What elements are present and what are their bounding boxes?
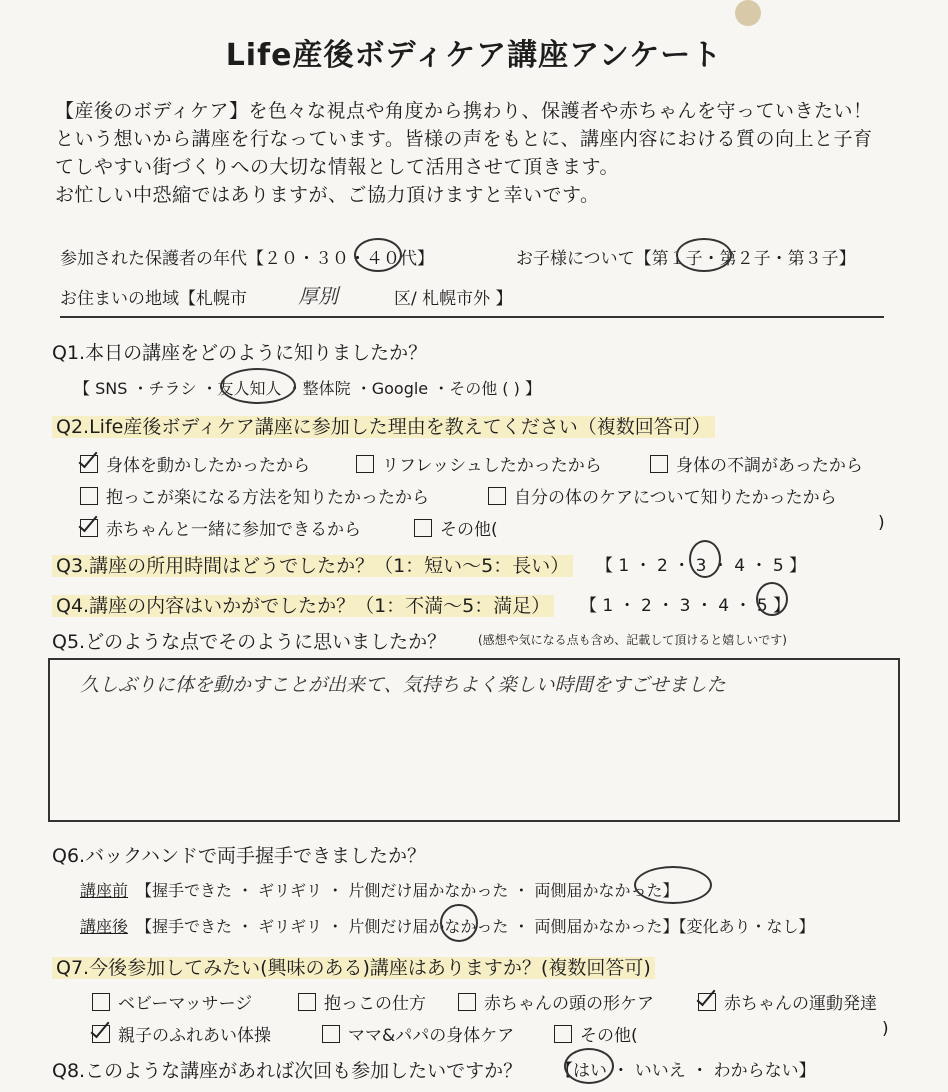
- checkbox[interactable]: [322, 1025, 340, 1043]
- q6-before-label: 講座前: [80, 881, 129, 900]
- q7-option: 赤ちゃんの頭の形ケア: [458, 989, 654, 1014]
- q2-option: その他(: [414, 515, 498, 540]
- q7-option: ママ&パパの身体ケア: [322, 1021, 514, 1046]
- checkbox[interactable]: [92, 1025, 110, 1043]
- q1-options: 【 SNS ・チラシ ・友人知人 ・整体院 ・Google ・その他 ( ) 】: [74, 379, 541, 398]
- q7-option: 抱っこの仕方: [298, 989, 426, 1014]
- checkbox[interactable]: [80, 519, 98, 537]
- q6-before-circle: [634, 866, 712, 904]
- q2-option: リフレッシュしたかったから: [356, 451, 602, 476]
- q3-question: Q3.講座の所用時間はどうでしたか？（1：短い〜5：長い）: [52, 551, 573, 578]
- intro-line-3: てしやすい街づくりへの大切な情報として活用させて頂きます。: [55, 156, 619, 178]
- area-handwritten: 厚別: [298, 284, 338, 308]
- checkbox[interactable]: [698, 993, 716, 1011]
- q5-question: Q5.どのような点でそのように思いましたか？: [52, 631, 447, 653]
- page-title: Life産後ボディケア講座アンケート: [225, 38, 723, 73]
- intro-line-4: お忙しい中恐縮ではありますが、ご協力頂けますと幸いです。: [55, 184, 600, 206]
- age-field: 参加された保護者の年代【２０・３０・４０代】: [60, 249, 434, 269]
- q2-question: Q2.Life産後ボディケア講座に参加した理由を教えてください（複数回答可）: [52, 412, 715, 439]
- q3-scale: 【 1 ・ 2 ・ 3 ・ 4 ・ 5 】: [596, 556, 807, 576]
- q3-selection-circle: [689, 540, 721, 578]
- q2-option: 身体の不調があったから: [650, 451, 863, 476]
- checkbox[interactable]: [414, 519, 432, 537]
- q1-selection-circle: [220, 368, 296, 404]
- q7-question: Q7.今後参加してみたい(興味のある)講座はありますか？(複数回答可): [52, 953, 655, 980]
- q5-note: (感想や気になる点も含め、記載して頂けると嬉しいです): [478, 633, 787, 647]
- q4-scale: 【 1 ・ 2 ・ 3 ・ 4 ・ 5 】: [580, 596, 791, 616]
- q1-question: Q1.本日の講座をどのように知りましたか？: [52, 342, 428, 364]
- q6-question: Q6.バックハンドで両手握手できましたか？: [52, 845, 426, 867]
- checkbox[interactable]: [356, 455, 374, 473]
- q8-selection-circle: [564, 1048, 614, 1084]
- q2-option: 抱っこが楽になる方法を知りたかったから: [80, 483, 429, 508]
- checkbox[interactable]: [80, 487, 98, 505]
- q4-question: Q4.講座の内容はいかがでしたか？（1：不満〜5：満足）: [52, 591, 554, 618]
- q7-option: その他(: [554, 1021, 638, 1046]
- q7-option: 親子のふれあい体操: [92, 1021, 271, 1046]
- checkbox[interactable]: [554, 1025, 572, 1043]
- checkbox[interactable]: [488, 487, 506, 505]
- q5-answer-box[interactable]: [48, 658, 900, 822]
- q2-option: 赤ちゃんと一緒に参加できるから: [80, 515, 361, 540]
- checkbox[interactable]: [80, 455, 98, 473]
- age-selection-circle: [354, 238, 402, 272]
- intro-line-1: 【産後のボディケア】を色々な視点や角度から携わり、保護者や赤ちゃんを守っていきたい！: [55, 100, 873, 122]
- section-divider: [60, 316, 884, 318]
- q7-option: ベビーマッサージ: [92, 989, 252, 1014]
- q6-after-circle: [440, 904, 478, 942]
- q2-option: 身体を動かしたかったから: [80, 451, 310, 476]
- corner-mark: [735, 0, 761, 26]
- q7-other-close: ): [882, 1019, 889, 1039]
- q7-option: 赤ちゃんの運動発達: [698, 989, 877, 1014]
- checkbox[interactable]: [298, 993, 316, 1011]
- checkbox[interactable]: [650, 455, 668, 473]
- q4-selection-circle: [756, 582, 788, 616]
- q6-after-options: 【握手できた ・ ギリギリ ・ 片側だけ届かなかった ・ 両側届かなかった】【変化あり・なし】: [136, 917, 815, 936]
- q8-question: Q8.このような講座があれば次回も参加したいですか？: [52, 1060, 523, 1082]
- q6-before-options: 【握手できた ・ ギリギリ ・ 片側だけ届かなかった ・ 両側届かなかった】: [136, 881, 679, 900]
- q5-answer-text: 久しぶりに体を動かすことが出来て、気持ちよく楽しい時間をすごせました: [80, 674, 726, 696]
- q6-after-label: 講座後: [80, 917, 129, 936]
- q2-option: 自分の体のケアについて知りたかったから: [488, 483, 837, 508]
- children-selection-circle: [676, 238, 732, 272]
- q8-options: 【はい ・ いいえ ・ わからない】: [556, 1061, 816, 1081]
- q2-other-close: ): [878, 513, 885, 533]
- area-field-suffix: 区/ 札幌市外 】: [394, 289, 513, 309]
- intro-line-2: という想いから講座を行なっています。皆様の声をもとに、講座内容における質の向上と子育: [55, 128, 873, 150]
- area-field-label: お住まいの地域【札幌市: [60, 289, 247, 309]
- checkbox[interactable]: [458, 993, 476, 1011]
- children-field: お子様について【第１子・第２子・第３子】: [516, 249, 856, 269]
- checkbox[interactable]: [92, 993, 110, 1011]
